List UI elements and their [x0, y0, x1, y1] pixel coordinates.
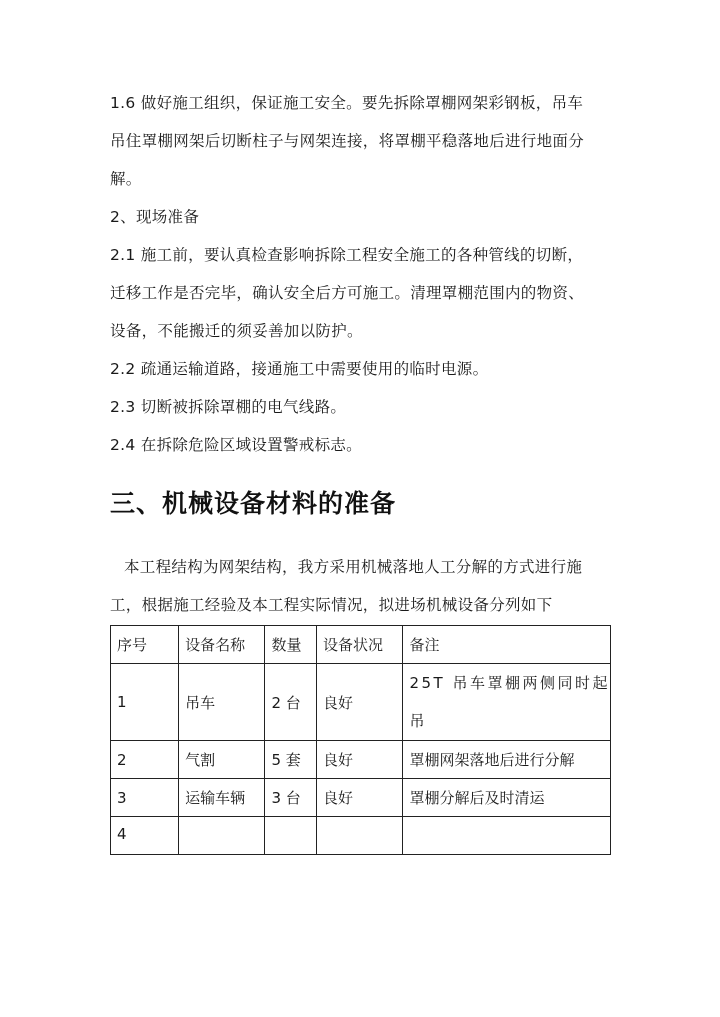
paragraph-2-1-line-3: 设备，不能搬迁的须妥善加以防护。: [110, 322, 363, 340]
cell-status: 良好: [317, 741, 403, 779]
cell-note-line-1: 25T 吊车罩棚两侧同时起: [409, 674, 610, 692]
header-status: 设备状况: [317, 626, 403, 664]
paragraph-1-6-line-3: 解。: [110, 170, 142, 188]
paragraph-1-6-line-2: 吊住罩棚网架后切断柱子与网架连接，将罩棚平稳落地后进行地面分: [110, 132, 585, 150]
table-header-row: [111, 626, 611, 664]
paragraph-2-2: 2.2 疏通运输道路，接通施工中需要使用的临时电源。: [110, 360, 489, 378]
cell-note: 罩棚网架落地后进行分解: [403, 741, 611, 779]
cell-name: 气割: [179, 741, 265, 779]
cell-no: 1: [111, 664, 179, 741]
cell-qty: 2 台: [265, 664, 317, 741]
table-row: [111, 741, 611, 779]
header-qty: 数量: [265, 626, 317, 664]
paragraph-2-1-line-1: 2.1 施工前，要认真检查影响拆除工程安全施工的各种管线的切断，: [110, 246, 584, 264]
table-row: [111, 779, 611, 817]
cell-note: [403, 664, 611, 741]
paragraph-1-6-line-1: 1.6 做好施工组织，保证施工安全。要先拆除罩棚网架彩钢板，吊车: [110, 94, 584, 112]
cell-qty: 5 套: [265, 741, 317, 779]
section-3-intro-line-2: 工，根据施工经验及本工程实际情况，拟进场机械设备分列如下: [110, 596, 553, 614]
cell-note-line-2: 吊: [409, 712, 425, 730]
equipment-table: [110, 625, 611, 855]
header-name: 设备名称: [179, 626, 265, 664]
header-no: 序号: [111, 626, 179, 664]
cell-name: 运输车辆: [179, 779, 265, 817]
cell-no: 4: [111, 817, 179, 855]
cell-name: 吊车: [179, 664, 265, 741]
cell-status: 良好: [317, 779, 403, 817]
cell-qty: 3 台: [265, 779, 317, 817]
cell-name: [179, 817, 265, 855]
cell-status: 良好: [317, 664, 403, 741]
section-3-intro-line-1: 本工程结构为网架结构，我方采用机械落地人工分解的方式进行施: [124, 558, 583, 576]
section-3-heading: 三、机械设备材料的准备: [110, 489, 397, 518]
cell-no: 3: [111, 779, 179, 817]
table-row: [111, 817, 611, 855]
header-note: 备注: [403, 626, 611, 664]
paragraph-2-4: 2.4 在拆除危险区域设置警戒标志。: [110, 436, 362, 454]
cell-no: 2: [111, 741, 179, 779]
cell-qty: [265, 817, 317, 855]
table-row: [111, 664, 611, 741]
section-2-title: 2、现场准备: [110, 208, 200, 226]
paragraph-2-1-line-2: 迁移工作是否完毕，确认安全后方可施工。清理罩棚范围内的物资、: [110, 284, 585, 302]
cell-note: 罩棚分解后及时清运: [403, 779, 611, 817]
cell-note: [403, 817, 611, 855]
cell-status: [317, 817, 403, 855]
paragraph-2-3: 2.3 切断被拆除罩棚的电气线路。: [110, 398, 347, 416]
